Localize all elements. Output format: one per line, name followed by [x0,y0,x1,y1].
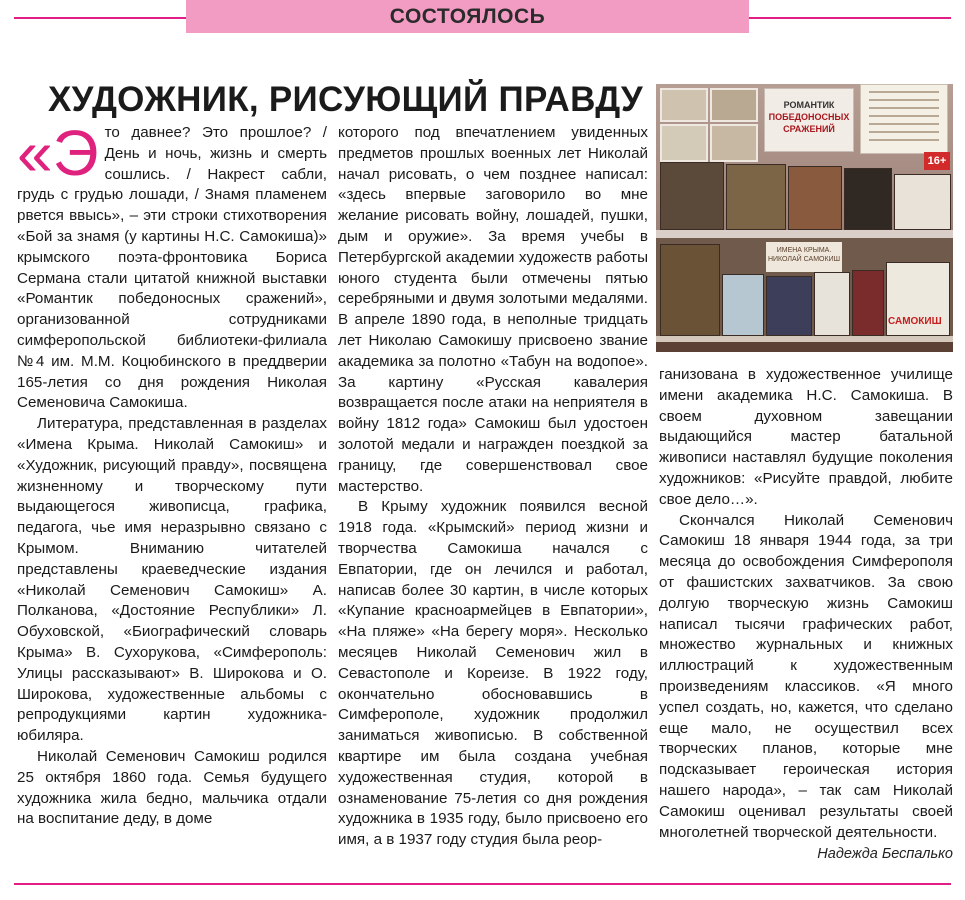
framed-picture [710,124,758,162]
paragraph: Литература, представленная в разделах «Имена Крыма. Николай Самокиш» и «Художник, рисующий правду», посвящена жизненному и творческому пути выдающегося живописца, графика, педагога, чье имя неразрывно связано с Крымом. Вниманию читателей представлены краеведческие издания «Николай Семенович Самокиш» А. Полканова, «Достояние Республики» Л. Обуховской, «Биографический словарь Крыма» В. Сухорукова, «Симферополь: Улицы рассказывают» В. Широкова и О. Широкова, художественные альбомы с репродукциями картин художника-юбиляра. [17,415,327,745]
book [852,270,884,336]
article-column-1 [17,117,327,830]
poster-line2: ПОБЕДОНОСНЫХ [768,112,850,122]
paragraph: В Крыму художник появился весной 1918 года. «Крымский» период жизни и творчества Самокиша начался с Евпатории, где он лечился и работал, написав более 30 картин, в числе которых «Купание красноармейцев в Евпатории», «На пляже» «На берегу моря». Несколько месяцев Николай Семенович жил в Севастополе и Кореизе. В 1922 году, окончательно обосновавшись в Симферополе, художник продолжил заниматься живописью. В собственной квартире им была создана учебная художественная студия, которой в ознаменование 75-летия со дня рождения художника в 1935 году, было присвоено его имя, а в 1937 году студия была реор- [338,498,648,849]
framed-picture [660,124,708,162]
lead-paragraph: «Это давнее? Это прошлое? / День и ночь, жизнь и смерть сошлись. / Накрест сабли, грудь с грудью лошади, / Знамя пламенем рвется ввысь», – эти строки стихотворения «Бой за знамя (у картины Н.С. Самокиша)» крымского поэта-фронтовика Бориса Сермана стали цитатой книжной выставки «Романтик победоносных сражений», организованной сотрудниками симферопольской библиотеки-филиала №4 им. М.М. Коцюбинского в преддверии 165-летия со дня рождения Николая Семеновича Самокиша. [17,117,327,412]
book [722,274,764,336]
info-sheet [860,84,948,154]
paragraph: Николай Семенович Самокиш родился 25 октября 1860 года. Семья будущего художника жила бедно, мальчика отдали на воспитание деду, в доме [17,747,327,828]
poster-line3: СРАЖЕНИЙ [783,124,835,134]
book [660,244,720,336]
article-column-3 [659,365,953,843]
framed-picture [660,88,708,122]
exhibition-poster [764,88,854,152]
paragraph-continued: которого под впечатлением увиденных предметов прошлых военных лет Николай начал рисовать, о чем позднее написал: «здесь впервые заговорило во мне желание рисовать войну, лошадей, пушки, дым и оружие». За время учебы в Петербургской академии художеств работы юного студента были отмечены пятью серебряными и двумя золотыми медалями. В апреле 1890 года, в неполные тридцать лет Николаю Самокишу присвоено звание академика за полотно «Табун на водопое». За картину «Русская кавалерия возвращается после атаки на неприятеля в войну 1812 года» Самокиш был удостоен золотой медали и награжден поездкой за границу, где совершенствовал свое мастерство. [338,124,648,495]
book [844,168,892,230]
paragraph-continued: ганизована в художественное училище имени академика Н.С. Самокиша. В своем духовном завещании выдающийся мастер батальной живописи наставлял будущие поколения художников: «Рисуйте правдой, любите свое дело…». [659,366,953,508]
book-title: САМОКИШ [888,316,942,327]
shelf [656,230,953,238]
exhibition-photo [656,84,953,352]
book [660,162,724,230]
bottom-rule [14,883,951,885]
book [766,276,812,336]
floor [656,342,953,352]
poster-line1: РОМАНТИК [783,100,835,110]
article-column-2 [338,123,648,851]
book [894,174,951,230]
book [788,166,842,230]
age-badge: 16+ [924,152,950,170]
section-sign: ИМЕНА КРЫМА. НИКОЛАЙ САМОКИШ [766,242,842,272]
framed-picture [710,88,758,122]
drop-cap: «Э [17,117,99,189]
section-rubric: СОСТОЯЛОСЬ [186,0,749,33]
book [726,164,786,230]
paragraph: Скончался Николай Семенович Самокиш 18 января 1944 года, за три месяца до освобождения Симферополя от фашистских захватчиков. За свою долгую творческую жизнь Самокиш написал тысячи графических работ, множество журнальных и книжных иллюстраций к художественным произведениям классиков. «Я много успел создать, но, кажется, что сделано еще мало, не осуществил всех творческих планов, которые мне подсказывает героическая история нашего народа», – так сам Николай Самокиш оценивал результаты своей многолетней творческой деятельности. [659,511,953,841]
author-byline: Надежда Беспалько [817,846,953,862]
book [814,272,850,336]
article-headline: ХУДОЖНИК, РИСУЮЩИЙ ПРАВДУ [48,80,643,119]
